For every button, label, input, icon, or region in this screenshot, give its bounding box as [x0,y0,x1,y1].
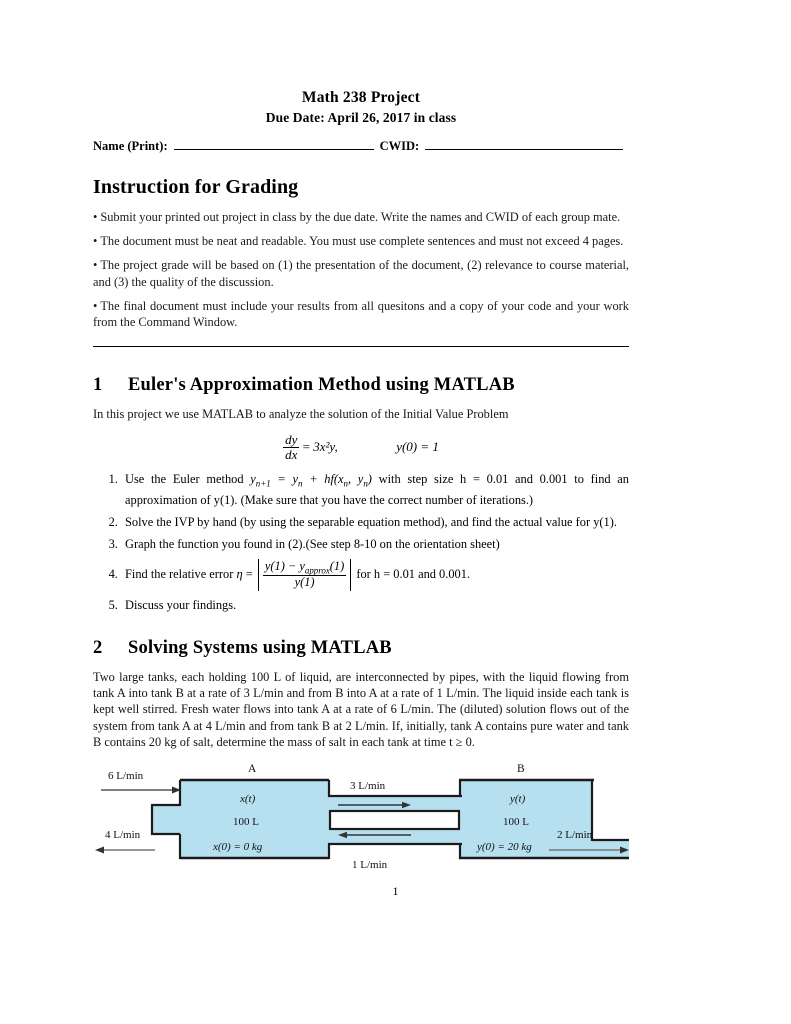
page-number: 1 [392,884,399,898]
derivative-numerator: dy [285,431,298,447]
tank-b-variable-label: y(t) [510,792,526,805]
tank-a-label: A [248,762,257,775]
two-tank-system-diagram [93,763,629,881]
section-2-paragraph: Two large tanks, each holding 100 L of liquid, are interconnected by pipes, with the liquid flowing from tank A into tank B at a rate of 3 L/min and from B into A at a rate of 1 L/min. The liquid inside each tank is kept well stirred. Fresh water flows into tank A at a rate of 6 L/min. The (diluted) solution flows out of the system from tank A at 4 L/min and from tank B at 2 L/min. If, initially, tank A contains pure water and tank B contains 20 kg of salt, determine the mass of salt in each tank at time t ≥ 0. [93,669,629,750]
question-4-equals: = [245,566,253,581]
section-divider-rule [93,346,629,347]
name-cwid-row [93,139,629,154]
instruction-bullet-3 [93,257,629,289]
question-item-4 [121,559,629,591]
instruction-text-3: The project grade will be based on (1) the presentation of the document, (2) relevance to course material, and (3) the quality of the discussion. [93,258,629,289]
derivative-fraction [283,433,299,463]
section-2-heading [93,638,629,659]
tank-b-label: B [517,762,525,775]
question-4-eta: η [236,566,243,581]
instruction-text-4: The final document must include your results from all quesitons and a copy of your code and your work from the Command Window. [93,298,629,330]
question-3-text: Graph the function you found in (2).(See step 8-10 on the orientation sheet) [125,537,500,552]
pipe-top-rate-label: 3 L/min [350,779,386,792]
pipe-bottom-rate-label: 1 L/min [352,858,388,871]
instruction-bullet-1 [93,209,629,225]
relative-error-numerator: $y(1) - y_{approx}(1)$ [264,558,345,576]
instruction-text-2: The document must be neat and readable. You must use complete sentences and must not exceed 4 pages. [100,234,624,249]
section-1-title: Euler's Approximation Method using MATLAB [128,375,515,396]
section-2-number: 2 [93,637,103,658]
question-item-1 [121,471,629,508]
outflow-right-rate-label: 2 L/min [557,828,593,841]
question-1-post: with step size h = 0.01 and 0.001 to find an approximation of y(1). (Make sure that you have the correct number of iterations.) [125,471,629,507]
approx-subscript: approx [304,565,330,576]
due-date-subtitle: Due Date: April 26, 2017 in class [265,110,457,125]
euler-formula: $y_{n+1} = y_n + hf(x_n$, $y_n$) [250,471,372,489]
tank-a-variable-label: x(t) [240,792,256,805]
section-2-title: Solving Systems using MATLAB [128,637,392,658]
bullet-glyph-4: • [93,298,98,313]
section-1-number: 1 [93,375,103,396]
relative-error-denominator: y(1) [294,575,315,590]
inflow-rate-label: 6 L/min [108,769,144,782]
equation-rhs: 3x²y, [313,438,338,454]
tank-a-initial-label: x(0) = 0 kg [213,840,263,853]
question-5-text: Discuss your findings. [125,598,237,613]
derivative-denominator: dx [285,447,298,463]
section-1-heading [93,375,629,396]
cwid-field-label: CWID: [379,139,420,153]
name-field-label: Name (Print): [93,139,168,153]
question-4-lead: Find the relative error [125,566,234,581]
question-4-tail: for h = 0.01 and 0.001. [356,566,471,581]
page-title: Math 238 Project [301,89,421,106]
outflow-left-rate-label: 4 L/min [105,828,141,841]
question-item-2 [121,514,629,530]
cwid-write-in-line[interactable] [425,149,623,150]
bullet-glyph-3: • [93,258,98,273]
pipe-separator-white-block [330,811,459,829]
question-1-pre: Use the Euler method [125,471,251,486]
page-content [93,88,629,881]
bullet-glyph-2: • [93,234,98,249]
instruction-text-1: Submit your printed out project in class by the due date. Write the names and CWID of each group mate. [100,210,621,224]
question-item-5 [121,597,629,613]
question-2-text: Solve the IVP by hand (by using the separable equation method), and find the actual value for y(1). [125,515,617,529]
tank-b-initial-label: y(0) = 20 kg [477,840,532,853]
section-1-intro: In this project we use MATLAB to analyze the solution of the Initial Value Problem [93,407,509,422]
instruction-bullet-4 [93,298,629,330]
tank-b-volume-label: 100 L [503,815,529,828]
bullet-glyph-1: • [93,210,98,224]
ivp-equation [93,433,629,463]
absolute-value-wrapper [258,559,351,591]
name-write-in-line[interactable] [174,149,374,150]
instructions-heading: Instruction for Grading [93,176,299,198]
relative-error-fraction [263,560,346,590]
instruction-bullet-2 [93,233,629,249]
equation-equals: = [302,438,310,454]
section-1-question-list [93,471,629,614]
question-item-3 [121,536,629,552]
outflow-left-arrow-head [95,846,104,853]
tank-a-volume-label: 100 L [233,815,259,828]
equation-initial-condition: y(0) = 1 [396,438,439,454]
